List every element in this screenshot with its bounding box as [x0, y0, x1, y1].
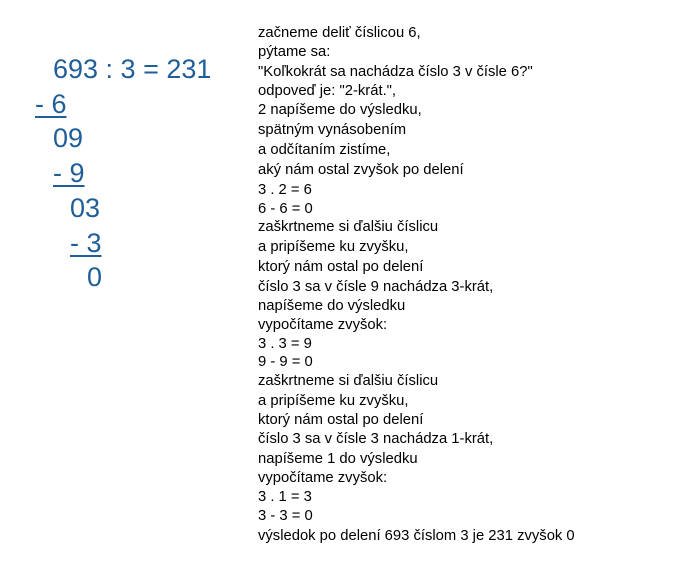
- explanation-line: 3 . 1 = 3: [258, 489, 312, 505]
- explanation-line: napíšeme 1 do výsledku: [258, 451, 418, 467]
- explanation-line: výsledok po delení 693 číslom 3 je 231 zvyšok 0: [258, 528, 575, 544]
- explanation-line: 3 . 3 = 9: [258, 336, 312, 352]
- explanation-line: a pripíšeme ku zvyšku,: [258, 239, 409, 255]
- explanation-line: číslo 3 sa v čísle 9 nachádza 3-krát,: [258, 279, 494, 295]
- explanation-line: vypočítame zvyšok:: [258, 317, 388, 333]
- division-equation: 693 : 3 = 231: [53, 54, 212, 84]
- explanation-line: ktorý nám ostal po delení: [258, 412, 424, 428]
- explanation-line: vypočítame zvyšok:: [258, 470, 388, 486]
- explanation-line: 3 - 3 = 0: [258, 508, 313, 524]
- subtraction-step-3: - 3: [70, 228, 102, 258]
- remainder-step-1: 09: [53, 123, 84, 153]
- subtraction-step-2: - 9: [53, 158, 85, 188]
- explanation-line: aký nám ostal zvyšok po delení: [258, 162, 464, 178]
- explanation-line: ktorý nám ostal po delení: [258, 259, 424, 275]
- explanation-line: zaškrtneme si ďalšiu číslicu: [258, 373, 439, 389]
- explanation-line: 6 - 6 = 0: [258, 201, 313, 217]
- explanation-line: a odčítaním zistíme,: [258, 142, 391, 158]
- explanation-line: číslo 3 sa v čísle 3 nachádza 1-krát,: [258, 431, 494, 447]
- explanation-line: 3 . 2 = 6: [258, 182, 312, 198]
- explanation-text: [258, 24, 688, 564]
- explanation-line: spätným vynásobením: [258, 122, 407, 138]
- explanation-line: pýtame sa:: [258, 44, 331, 60]
- explanation-line: odpoveď je: "2-krát.",: [258, 83, 397, 99]
- explanation-line: a pripíšeme ku zvyšku,: [258, 393, 409, 409]
- explanation-line: 9 - 9 = 0: [258, 354, 313, 370]
- explanation-line: napíšeme do výsledku: [258, 298, 406, 314]
- explanation-line: 2 napíšeme do výsledku,: [258, 102, 422, 118]
- subtraction-step-1: - 6: [35, 89, 67, 119]
- final-remainder: 0: [87, 262, 103, 292]
- long-division: [0, 0, 250, 300]
- explanation-line: zaškrtneme si ďalšiu číslicu: [258, 219, 439, 235]
- explanation-line: začneme deliť číslicou 6,: [258, 25, 421, 41]
- explanation-line: "Koľkokrát sa nachádza číslo 3 v čísle 6?": [258, 64, 533, 80]
- remainder-step-2: 03: [70, 193, 101, 223]
